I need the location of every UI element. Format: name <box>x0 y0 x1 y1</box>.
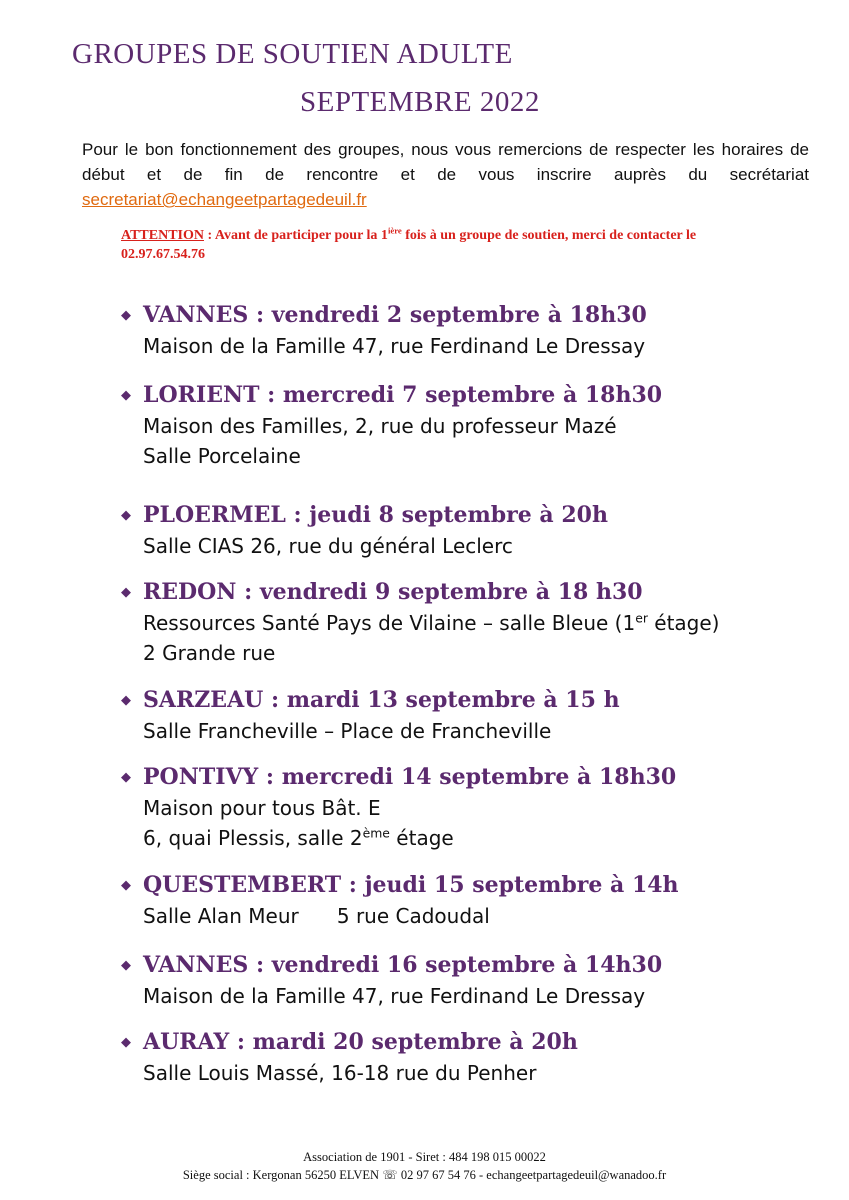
diamond-bullet-icon: ◆ <box>121 388 131 403</box>
session-heading <box>121 762 676 793</box>
session-heading-text: LORIENT : mercredi 7 septembre à 18h30 <box>143 382 663 408</box>
session-address: Maison des Familles, 2, rue du professeur Mazé <box>143 414 617 438</box>
session-item <box>121 577 719 668</box>
session-item <box>121 762 676 853</box>
session-heading-text: VANNES : vendredi 16 septembre à 14h30 <box>143 952 663 978</box>
diamond-bullet-icon: ◆ <box>121 770 131 785</box>
session-address: Salle Alan Meur 5 rue Cadoudal <box>143 904 490 928</box>
session-item <box>121 685 620 746</box>
session-heading-text: PLOERMEL : jeudi 8 septembre à 20h <box>143 502 608 528</box>
session-room-sup: ème <box>362 825 390 841</box>
session-heading-text: QUESTEMBERT : jeudi 15 septembre à 14h <box>143 872 679 898</box>
session-item <box>121 300 647 361</box>
page-subtitle-month: SEPTEMBRE 2022 <box>300 86 540 118</box>
session-heading-text: AURAY : mardi 20 septembre à 20h <box>143 1029 578 1055</box>
session-heading <box>121 685 620 716</box>
diamond-bullet-icon: ◆ <box>121 308 131 323</box>
diamond-bullet-icon: ◆ <box>121 693 131 708</box>
session-room: Salle Porcelaine <box>143 444 301 468</box>
session-heading <box>121 500 608 531</box>
diamond-bullet-icon: ◆ <box>121 878 131 893</box>
session-room-part: étage <box>389 826 454 850</box>
session-address: Salle CIAS 26, rue du général Leclerc <box>143 534 513 558</box>
session-street: 2 Grande rue <box>143 641 276 665</box>
attention-label: ATTENTION <box>121 228 204 243</box>
attention-text-1: : Avant de participer pour la 1 <box>203 228 388 243</box>
session-address <box>121 608 719 638</box>
session-item <box>121 380 662 471</box>
session-heading <box>121 870 679 901</box>
diamond-bullet-icon: ◆ <box>121 1035 131 1050</box>
secretariat-email-link[interactable]: secretariat@echangeetpartagedeuil.fr <box>82 190 367 209</box>
session-item <box>121 500 608 561</box>
session-address-part: étage) <box>647 611 720 635</box>
session-address: Maison de la Famille 47, rue Ferdinand Le Dressay <box>143 334 646 358</box>
session-address: Salle Francheville – Place de Francheville <box>143 719 552 743</box>
session-heading-text: SARZEAU : mardi 13 septembre à 15 h <box>143 687 620 713</box>
diamond-bullet-icon: ◆ <box>121 958 131 973</box>
session-item <box>121 1027 578 1088</box>
session-heading <box>121 300 647 331</box>
intro-text: Pour le bon fonctionnement des groupes, nous vous remercions de respecter les horaires de début et de fin de rencontre et de vous inscrire auprès du secrétariat <box>82 140 809 184</box>
session-heading <box>121 577 719 608</box>
attention-text-2: fois à un groupe de soutien, merci de contacter le <box>401 228 697 243</box>
session-room-part: 6, quai Plessis, salle 2 <box>143 826 363 850</box>
attention-phone: 02.97.67.54.76 <box>121 247 205 262</box>
page-title: GROUPES DE SOUTIEN ADULTE <box>72 38 513 70</box>
session-heading-text: PONTIVY : mercredi 14 septembre à 18h30 <box>143 764 677 790</box>
attention-sup: ière <box>387 225 402 236</box>
footer-contact-line: Siège social : Kergonan 56250 ELVEN ☏ 02 97 67 54 76 - echangeetpartagedeuil@wanadoo.fr <box>182 1168 667 1182</box>
session-heading <box>121 950 662 981</box>
session-heading-text: VANNES : vendredi 2 septembre à 18h30 <box>143 302 647 328</box>
session-room <box>121 823 676 853</box>
session-heading <box>121 1027 578 1058</box>
diamond-bullet-icon: ◆ <box>121 585 131 600</box>
footer-association-line: Association de 1901 - Siret : 484 198 015 00022 <box>303 1150 546 1164</box>
session-address: Maison de la Famille 47, rue Ferdinand Le Dressay <box>143 984 646 1008</box>
session-heading <box>121 380 662 411</box>
session-address-part: Ressources Santé Pays de Vilaine – salle Bleue (1 <box>143 611 636 635</box>
session-address: Maison pour tous Bât. E <box>143 796 381 820</box>
session-item <box>121 950 662 1011</box>
session-address: Salle Louis Massé, 16-18 rue du Penher <box>143 1061 537 1085</box>
session-heading-text: REDON : vendredi 9 septembre à 18 h30 <box>143 579 643 605</box>
session-item <box>121 870 679 931</box>
diamond-bullet-icon: ◆ <box>121 508 131 523</box>
session-address-sup: er <box>635 610 648 626</box>
